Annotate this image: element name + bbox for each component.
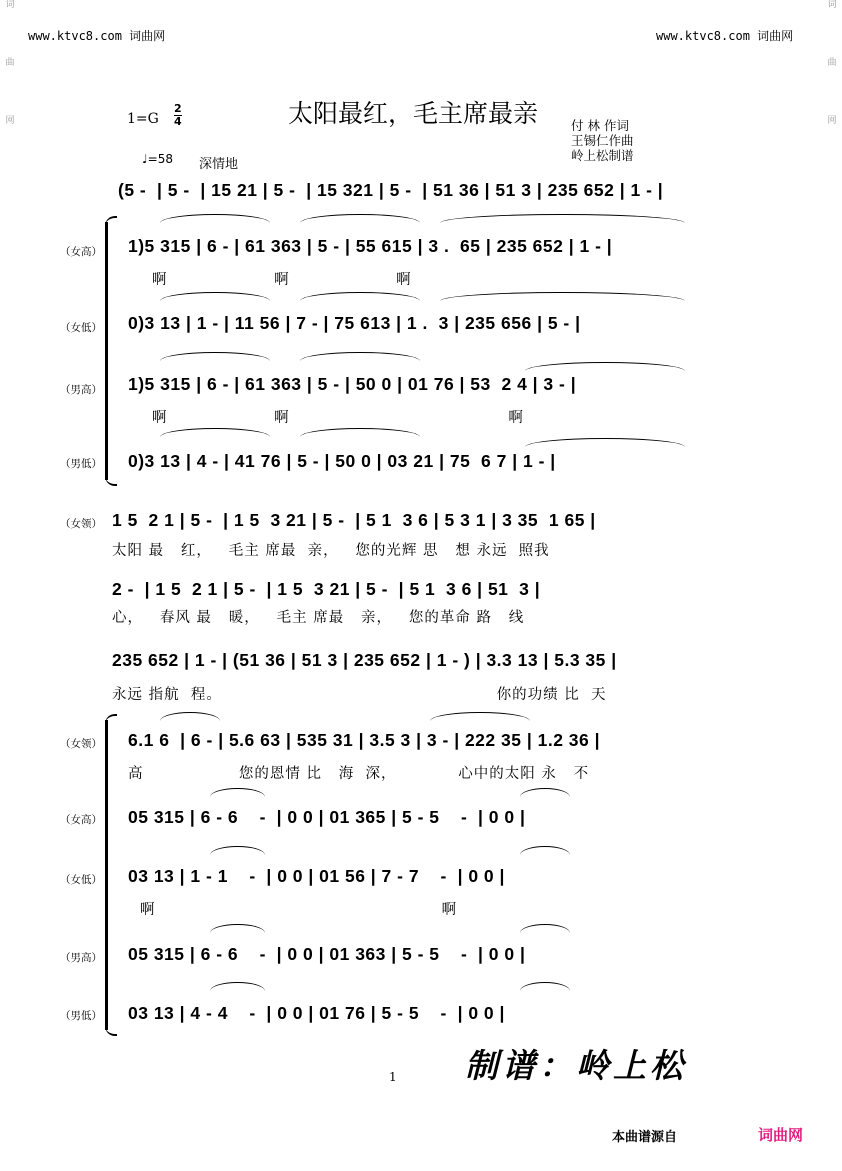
part-female-low: 0)3 13 | 1 - | 11 56 | 7 - | 75 613 | 1 . 3 | 235 656 | 5 - | [128,313,581,333]
slur [300,214,420,223]
lyric-female-lead: 高 您的恩情 比 海 深， 心中的太阳 永 不 [128,766,590,782]
part-female-high-2: 05 315 | 6 - 6 - | 0 0 | 01 365 | 5 - 5 - | 0 0 | [128,807,526,827]
part-female-lead: 6.1 6 | 6 - | 5.6 63 | 535 31 | 3.5 3 | 3 - | 222 35 | 1.2 36 | [128,730,601,750]
lyric-male-high: 啊 啊 啊 [152,410,524,426]
slur [160,292,270,301]
label-female-lead-2: （女领） [60,738,102,750]
header-left [28,27,165,44]
page-number: 1 [389,1070,397,1084]
slur [160,214,270,223]
header-url-link[interactable]: www.ktvc8.com [656,29,750,43]
part-male-low: 0)3 13 | 4 - | 41 76 | 5 - | 50 0 | 03 21 | 75 6 7 | 1 - | [128,451,556,471]
header-url-link[interactable]: www.ktvc8.com [28,29,122,43]
slur [525,438,685,447]
label-female-low-2: （女低） [60,874,102,886]
system-brace [105,720,112,1030]
slur [300,428,420,437]
slur [160,352,270,361]
lyric-female-low-2: 啊 啊 [140,902,458,918]
slur [210,924,265,933]
slur [520,788,570,797]
watermark-text: 曲 [5,58,15,68]
watermark-text: 网 [827,116,837,126]
header-site-name: 词曲网 [129,29,166,43]
label-female-high: （女高） [60,246,102,258]
header-right [656,27,793,44]
label-female-low: （女低） [60,322,102,334]
verse-line-1-lyric: 太阳 最 红， 毛主 席最 亲， 您的光辉 思 想 永远 照我 [112,543,550,559]
slur [210,982,265,991]
key-signature: 1=G [127,111,159,127]
slur [210,846,265,855]
slur [160,712,220,721]
watermark-text: 曲 [827,58,837,68]
slur [210,788,265,797]
verse-line-2-notes: 2 - | 1 5 2 1 | 5 - | 1 5 3 21 | 5 - | 5 1 3 6 | 51 3 | [112,579,541,599]
right-watermark-strip [825,0,839,174]
credits [571,118,634,163]
part-female-low-2: 03 13 | 1 - 1 - | 0 0 | 01 56 | 7 - 7 - | 0 0 | [128,866,505,886]
slur [440,214,685,223]
part-male-low-2: 03 13 | 4 - 4 - | 0 0 | 01 76 | 5 - 5 - | 0 0 | [128,1003,505,1023]
tempo-mark: ♩=58 [142,152,173,166]
time-signature [174,103,182,128]
left-watermark-strip [3,0,17,174]
slur [520,846,570,855]
intro-notes: (5 - | 5 - | 15 21 | 5 - | 15 321 | 5 - | 51 36 | 51 3 | 235 652 | 1 - | [118,180,664,200]
verse-line-3-lyric: 永远 指航 程。 你的功绩 比 天 [112,687,607,703]
time-top: 2 [174,102,182,115]
system-brace [105,222,112,480]
lyric-female-high: 啊 啊 啊 [152,272,412,288]
composer: 王锡仁作曲 [571,133,634,148]
verse-line-2-lyric: 心， 春风 最 暖， 毛主 席最 亲， 您的革命 路 线 [112,610,525,626]
slur [430,712,530,721]
slur [300,352,420,361]
source-logo-link[interactable]: 词曲网 [758,1126,804,1144]
watermark-text: 网 [5,116,15,126]
label-female-lead: （女领） [60,518,102,530]
watermark-text: 词 [827,0,837,10]
slur [520,924,570,933]
expression-mark: 深情地 [199,157,239,172]
verse-line-3-notes: 235 652 | 1 - | (51 36 | 51 3 | 235 652 | 1 - ) | 3.3 13 | 5.3 35 | [112,650,617,670]
label-female-high-2: （女高） [60,814,102,826]
label-male-low-2: （男低） [60,1010,102,1022]
transcriber: 岭上松制谱 [571,148,634,163]
slur [525,362,685,371]
part-male-high-2: 05 315 | 6 - 6 - | 0 0 | 01 363 | 5 - 5 - | 0 0 | [128,944,526,964]
song-title: 太阳最红，毛主席最亲 [288,99,539,128]
header-site-name: 词曲网 [757,29,794,43]
source-label: 本曲谱源自 [612,1130,678,1145]
transcriber-signature: 制谱：岭上松 [465,1046,687,1085]
time-bottom: 4 [174,115,182,128]
verse-line-1-notes: 1 5 2 1 | 5 - | 1 5 3 21 | 5 - | 5 1 3 6 | 5 3 1 | 3 35 1 65 | [112,510,596,530]
slur [520,982,570,991]
watermark-text: 词 [5,0,15,10]
part-female-high: 1)5 315 | 6 - | 61 363 | 5 - | 55 615 | 3 . 65 | 235 652 | 1 - | [128,236,613,256]
lyricist: 付 林 作词 [571,118,629,133]
slur [440,292,685,301]
slur [160,428,270,437]
label-male-high-2: （男高） [60,952,102,964]
slur [300,292,420,301]
label-male-low: （男低） [60,458,102,470]
part-male-high: 1)5 315 | 6 - | 61 363 | 5 - | 50 0 | 01 76 | 53 2 4 | 3 - | [128,374,577,394]
label-male-high: （男高） [60,384,102,396]
